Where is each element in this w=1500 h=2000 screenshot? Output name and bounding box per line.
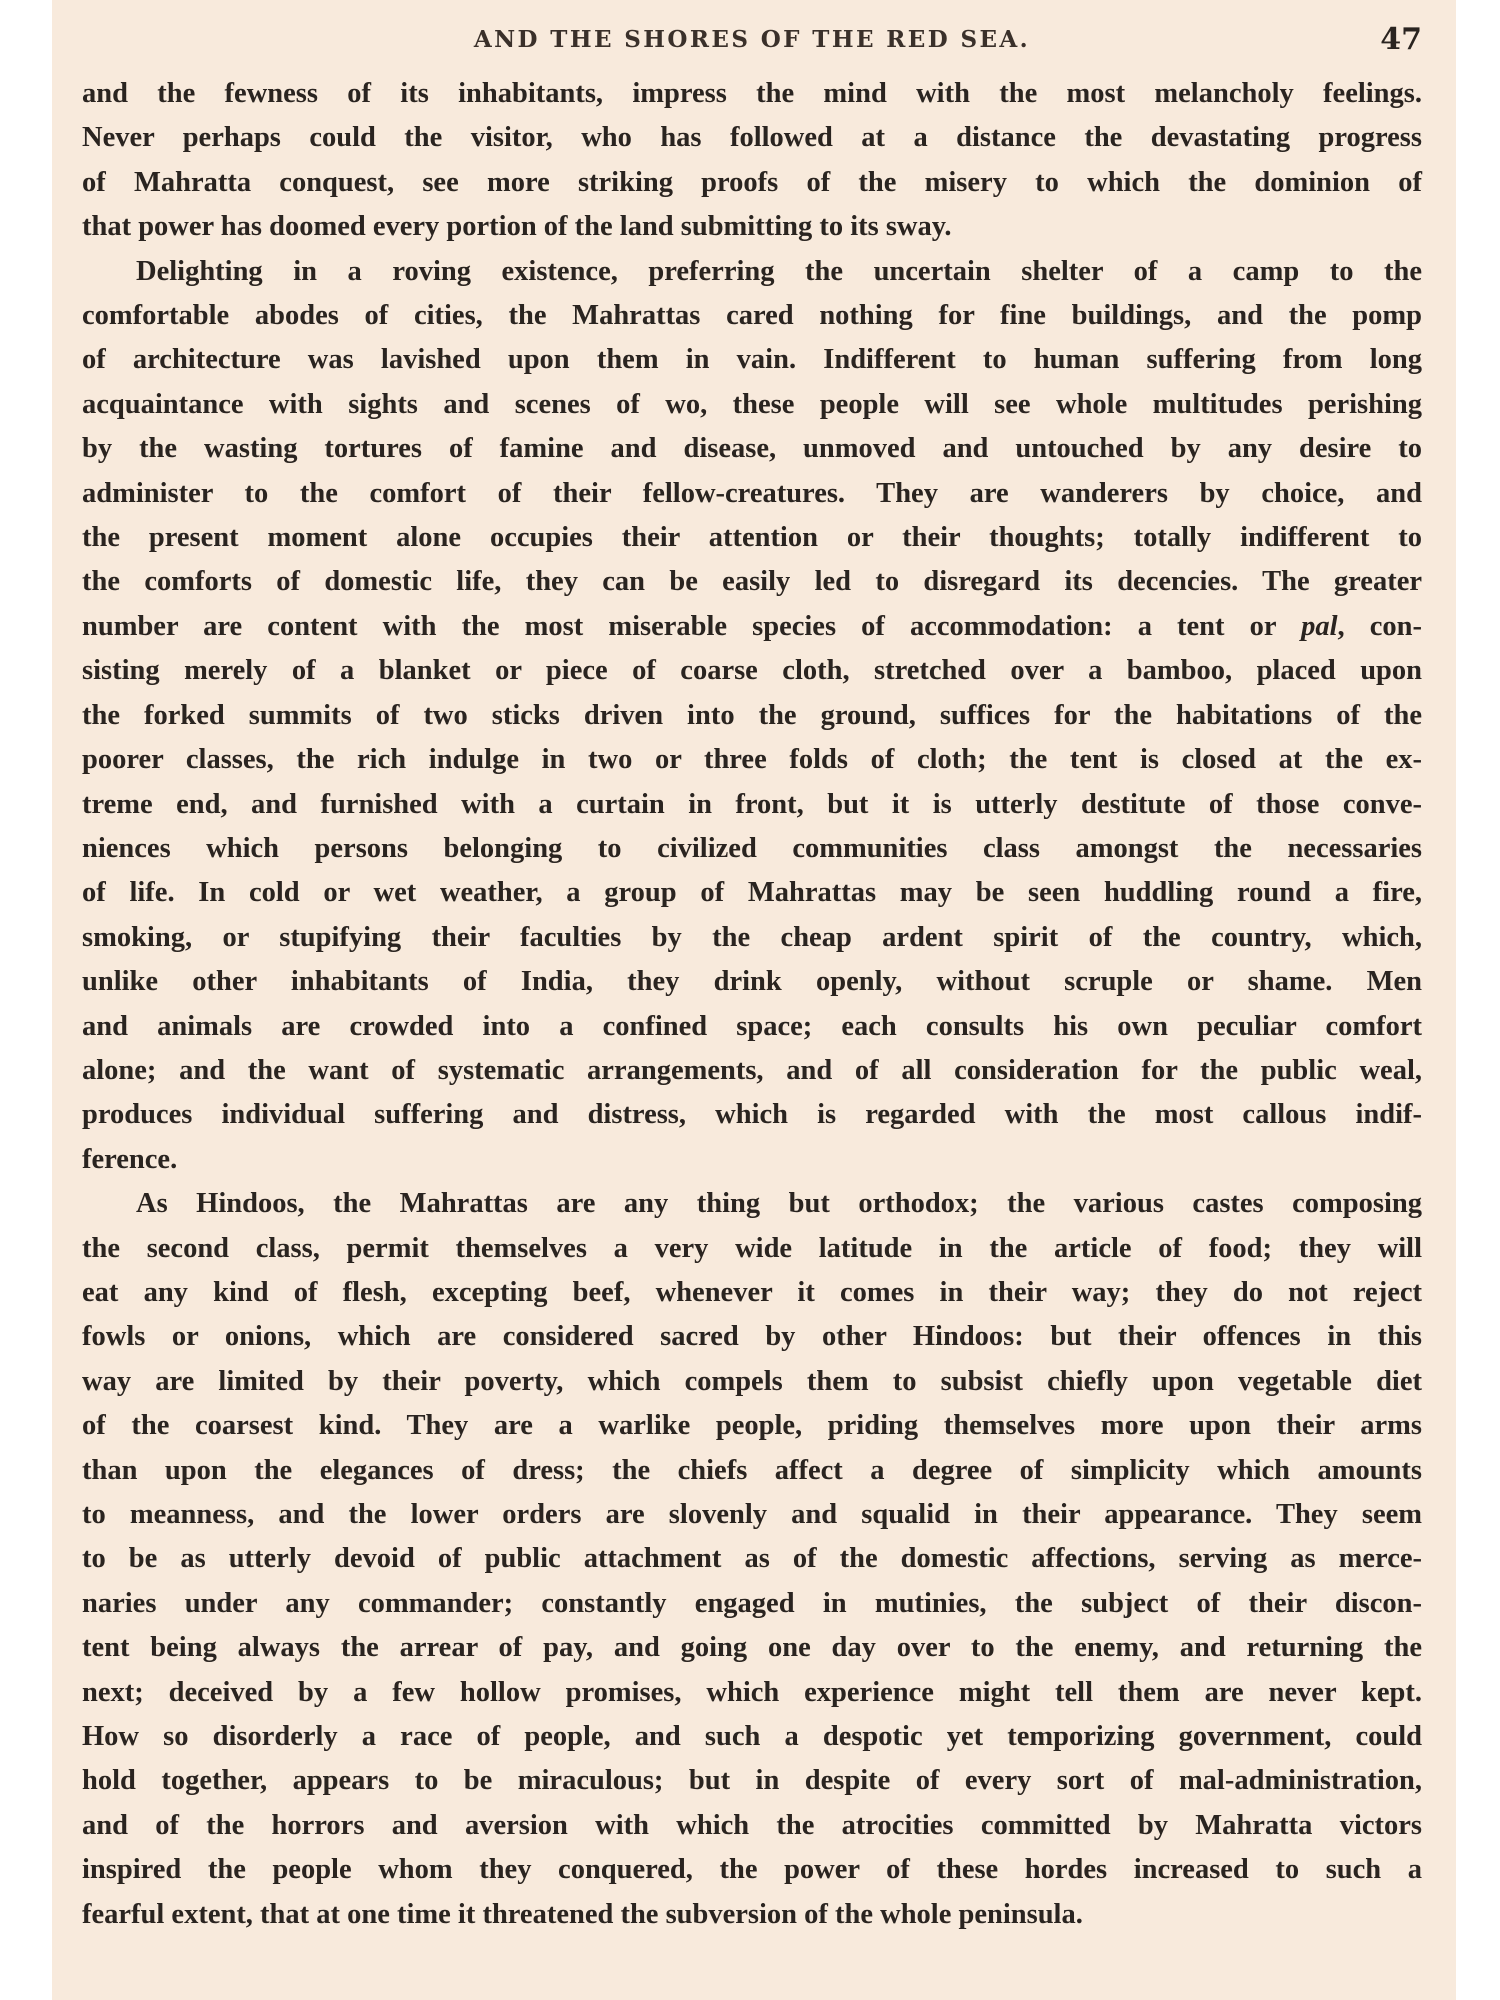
text-line: and animals are crowded into a confined space; each consults his own peculiar comfort bbox=[82, 1010, 1422, 1042]
text-line: unlike other inhabitants of India, they drink openly, without scruple or shame. Men bbox=[82, 966, 1422, 998]
text-line: of architecture was lavished upon them in vain. Indifferent to human suffering from long bbox=[82, 344, 1422, 376]
book-page bbox=[52, 0, 1456, 2000]
text-line: and the fewness of its inhabitants, impress the mind with the most melancholy feelings. bbox=[82, 78, 1422, 109]
text-line: hold together, appears to be miraculous; but in despite of every sort of mal-administration, bbox=[82, 1765, 1422, 1797]
text-line: produces individual suffering and distress, which is regarded with the most callous indif- bbox=[82, 1099, 1422, 1131]
text-line: and of the horrors and aversion with which the atrocities committed by Mahratta victors bbox=[82, 1809, 1422, 1841]
text-line: naries under any commander; constantly engaged in mutinies, the subject of their discon- bbox=[82, 1587, 1422, 1619]
running-head bbox=[82, 22, 1422, 58]
text-line: administer to the comfort of their fellow-creatures. They are wanderers by choice, and bbox=[82, 477, 1422, 509]
text-line: sisting merely of a blanket or piece of coarse cloth, stretched over a bamboo, placed upon bbox=[82, 655, 1422, 687]
running-title: AND THE SHORES OF THE RED SEA. bbox=[473, 26, 1031, 53]
text-line: niences which persons belonging to civilized communities class amongst the necessaries bbox=[82, 832, 1422, 864]
text-line: than upon the elegances of dress; the chiefs affect a degree of simplicity which amounts bbox=[82, 1454, 1422, 1486]
text-line: next; deceived by a few hollow promises, which experience might tell them are never kept. bbox=[82, 1676, 1422, 1708]
text-line: fowls or onions, which are considered sacred by other Hindoos: but their offences in this bbox=[82, 1321, 1422, 1353]
text-line: inspired the people whom they conquered, the power of these hordes increased to such a bbox=[82, 1854, 1422, 1886]
text-line: poorer classes, the rich indulge in two or three folds of cloth; the tent is closed at the ex- bbox=[82, 744, 1422, 776]
text-line: the forked summits of two sticks driven into the ground, suffices for the habitations of the bbox=[82, 699, 1422, 731]
text-line: number are content with the most miserable species of accommodation: a tent or pal, con- bbox=[82, 610, 1422, 642]
text-line: acquaintance with sights and scenes of wo, these people will see whole multitudes perishing bbox=[82, 388, 1422, 420]
text-line: to meanness, and the lower orders are slovenly and squalid in their appearance. They seem bbox=[82, 1499, 1422, 1530]
text-line: of Mahratta conquest, see more striking proofs of the misery to which the dominion of bbox=[82, 166, 1422, 198]
text-line: that power has doomed every portion of the land submitting to its sway. bbox=[82, 211, 952, 243]
text-line: to be as utterly devoid of public attachment as of the domestic affections, serving as merce- bbox=[82, 1543, 1422, 1575]
text-line: the comforts of domestic life, they can be easily led to disregard its decencies. The greater bbox=[82, 566, 1422, 598]
text-line: of the coarsest kind. They are a warlike people, priding themselves more upon their arms bbox=[82, 1410, 1422, 1442]
text-line: way are limited by their poverty, which compels them to subsist chiefly upon vegetable diet bbox=[82, 1365, 1422, 1397]
paragraph bbox=[82, 72, 1422, 250]
text-line: comfortable abodes of cities, the Mahrattas cared nothing for fine buildings, and the pomp bbox=[82, 300, 1422, 332]
text-line: smoking, or stupifying their faculties by the cheap ardent spirit of the country, which, bbox=[82, 921, 1422, 953]
page-number: 47 bbox=[1380, 22, 1422, 57]
text-line: alone; and the want of systematic arrangements, and of all consideration for the public weal, bbox=[82, 1054, 1422, 1086]
text-line: Delighting in a roving existence, preferring the uncertain shelter of a camp to the bbox=[136, 255, 1422, 287]
text-line: fearful extent, that at one time it threatened the subversion of the whole peninsula. bbox=[82, 1898, 1083, 1930]
text-line: the present moment alone occupies their attention or their thoughts; totally indifferent to bbox=[82, 522, 1422, 554]
paragraph bbox=[82, 1182, 1422, 1937]
text-line: ference. bbox=[82, 1143, 178, 1175]
text-line: Never perhaps could the visitor, who has followed at a distance the devastating progress bbox=[82, 122, 1422, 154]
text-line: by the wasting tortures of famine and disease, unmoved and untouched by any desire to bbox=[82, 433, 1422, 465]
body-text bbox=[82, 72, 1422, 1937]
text-line: As Hindoos, the Mahrattas are any thing but orthodox; the various castes composing bbox=[136, 1188, 1422, 1220]
text-line: How so disorderly a race of people, and such a despotic yet temporizing government, could bbox=[82, 1721, 1422, 1753]
text-line: treme end, and furnished with a curtain in front, but it is utterly destitute of those conve- bbox=[82, 788, 1422, 820]
text-line: the second class, permit themselves a very wide latitude in the article of food; they will bbox=[82, 1232, 1422, 1264]
text-line: eat any kind of flesh, excepting beef, whenever it comes in their way; they do not reject bbox=[82, 1276, 1422, 1308]
text-line: of life. In cold or wet weather, a group of Mahrattas may be seen huddling round a fire, bbox=[82, 877, 1422, 909]
text-line: tent being always the arrear of pay, and going one day over to the enemy, and returning the bbox=[82, 1632, 1422, 1664]
paragraph bbox=[82, 250, 1422, 1183]
